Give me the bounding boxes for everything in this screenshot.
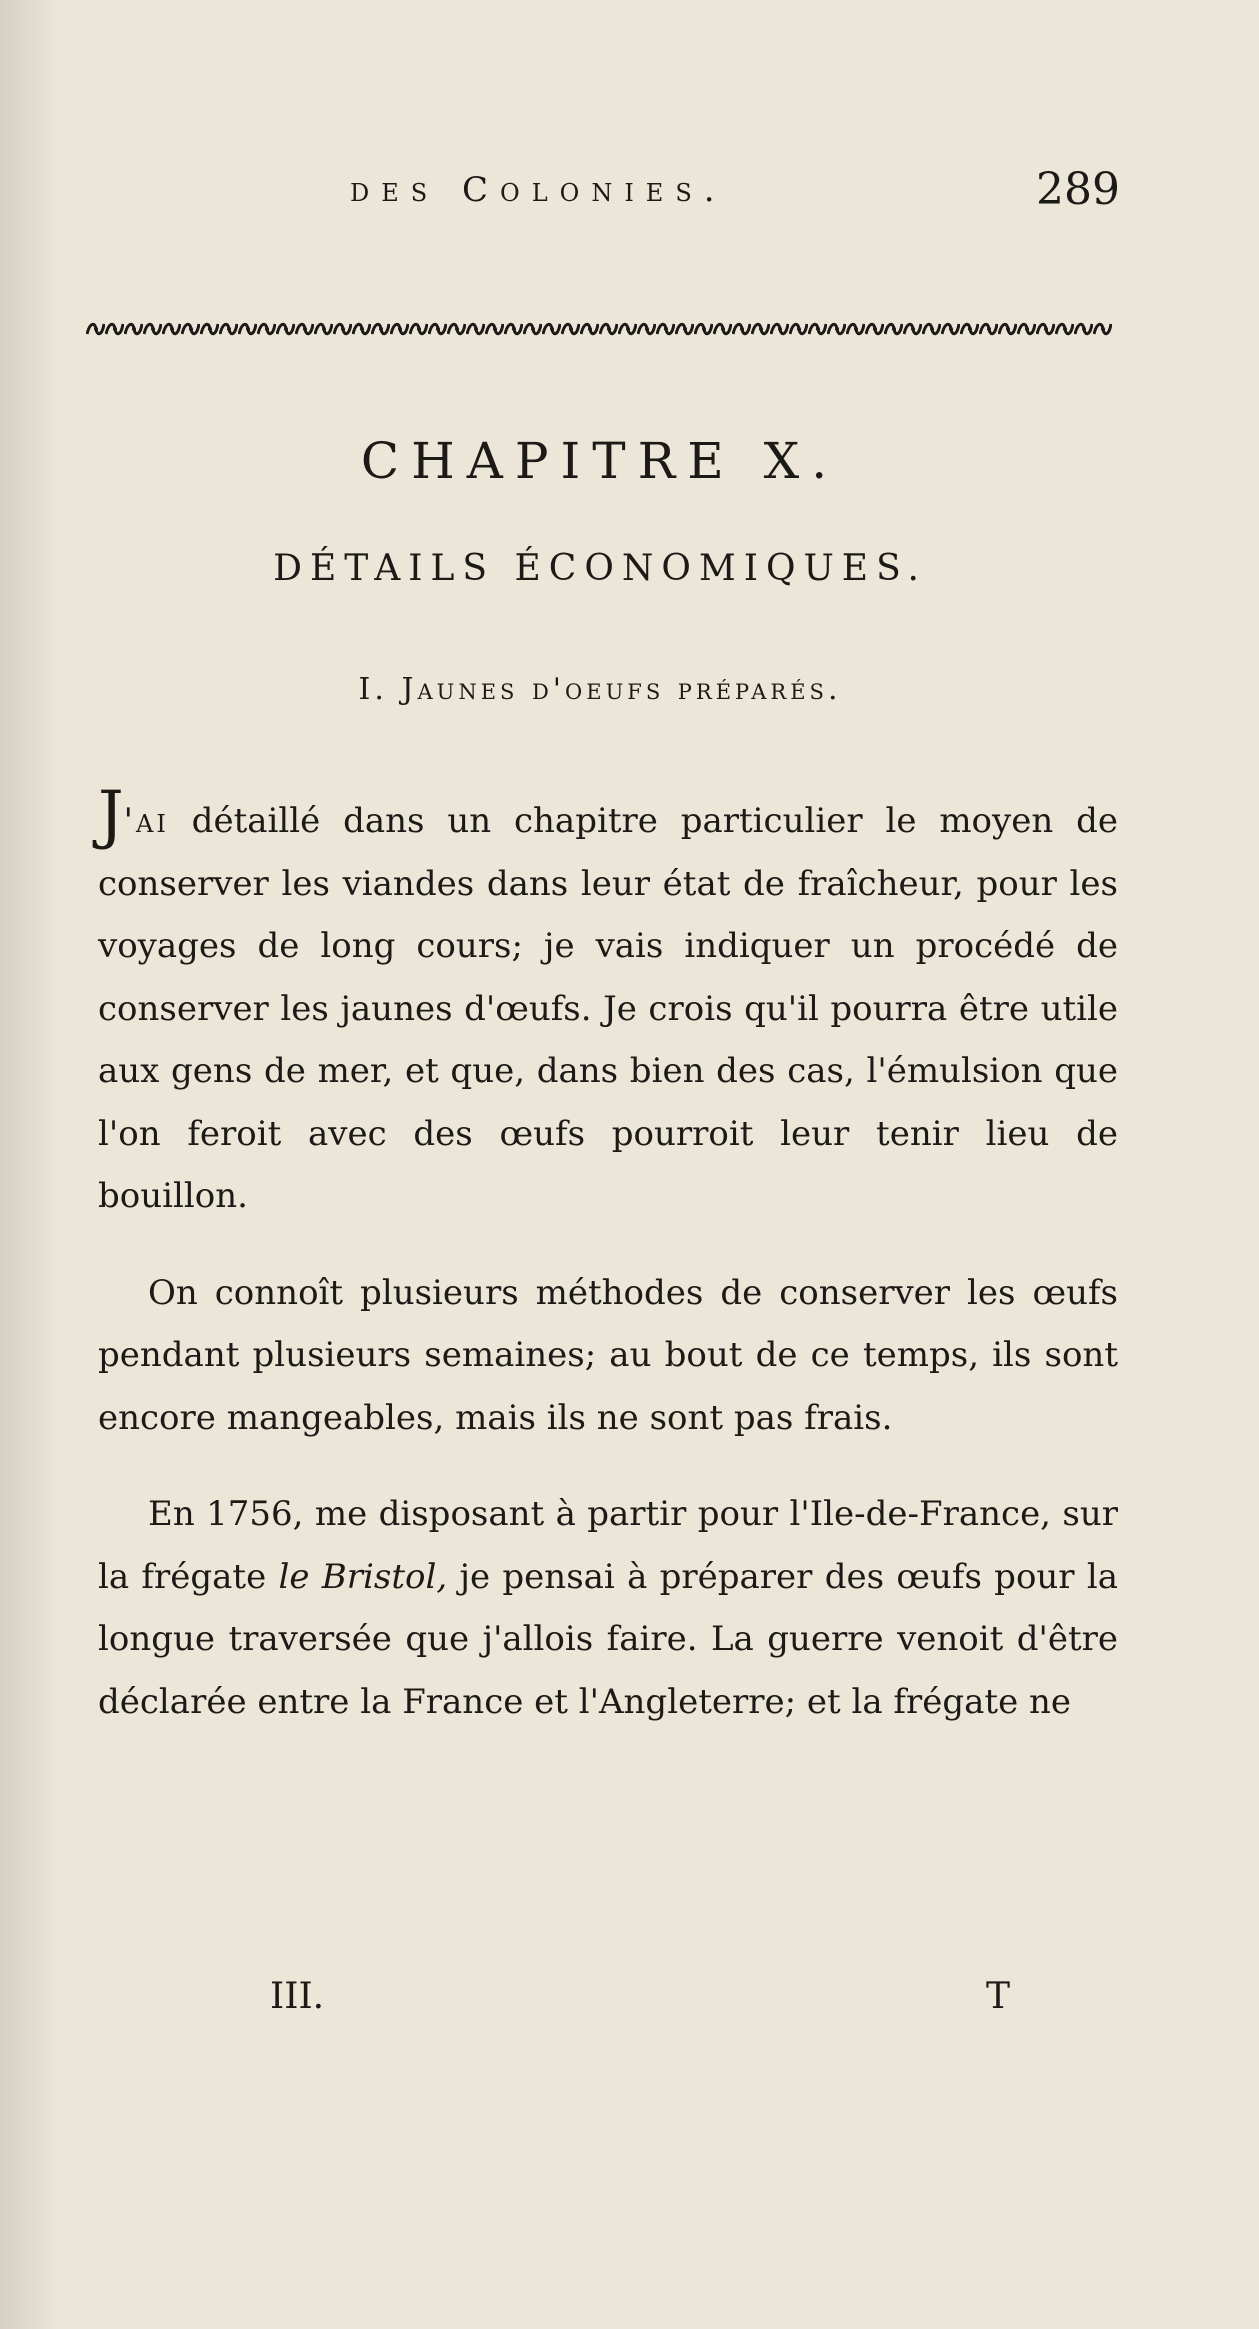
running-title: des Colonies. [350, 170, 727, 210]
body-text [98, 778, 1118, 1767]
subsection-title: I. Jaunes d'oeufs préparés. [358, 672, 842, 707]
paragraph-2: On connoît plusieurs méthodes de conserver les œufs pendant plusieurs semaines; au bout de ce temps, ils sont encore mangeables, mais ils ne sont pas frais. [98, 1272, 1118, 1438]
paragraph-3-text-start: En 1756, me disposant à partir pour l'Ile-de-France, sur la frégate [98, 1494, 1118, 1597]
paragraph-1-smallcaps: 'ai [123, 801, 169, 841]
drop-cap: J [98, 778, 124, 852]
chapter-title: CHAPITRE X. [360, 432, 840, 490]
page-header [170, 164, 1120, 240]
section-title: DÉTAILS ÉCONOMIQUES. [273, 548, 927, 589]
gutter-shadow [0, 0, 60, 2329]
paragraph-3-text-end: je pensai à préparer des œufs pour la longue traversée que j'allois faire. La guerre venoit d'être déclarée entre la France et l'Angleterre; et la frégate ne [98, 1556, 1118, 1722]
signature-mark: III. [270, 1976, 325, 2017]
paragraph-3 [98, 1483, 1118, 1733]
paragraph-1 [98, 778, 1118, 1228]
ornamental-rule [86, 318, 1112, 340]
page-number: 289 [1036, 164, 1120, 215]
page-footer [270, 1976, 1010, 2036]
paragraph-1-text: détaillé dans un chapitre particulier le moyen de conserver les viandes dans leur état de fraîcheur, pour les voyages de long cours; je vais indiquer un procédé de conserver les jaunes d'œufs. Je crois qu'il pourra être utile aux gens de mer, et que, dans bien des cas, l'émulsion que l'on feroit avec des œufs pourroit leur tenir lieu de bouillon. [98, 801, 1118, 1216]
ship-name: le Bristol, [278, 1556, 448, 1597]
catchword: T [985, 1976, 1010, 2017]
